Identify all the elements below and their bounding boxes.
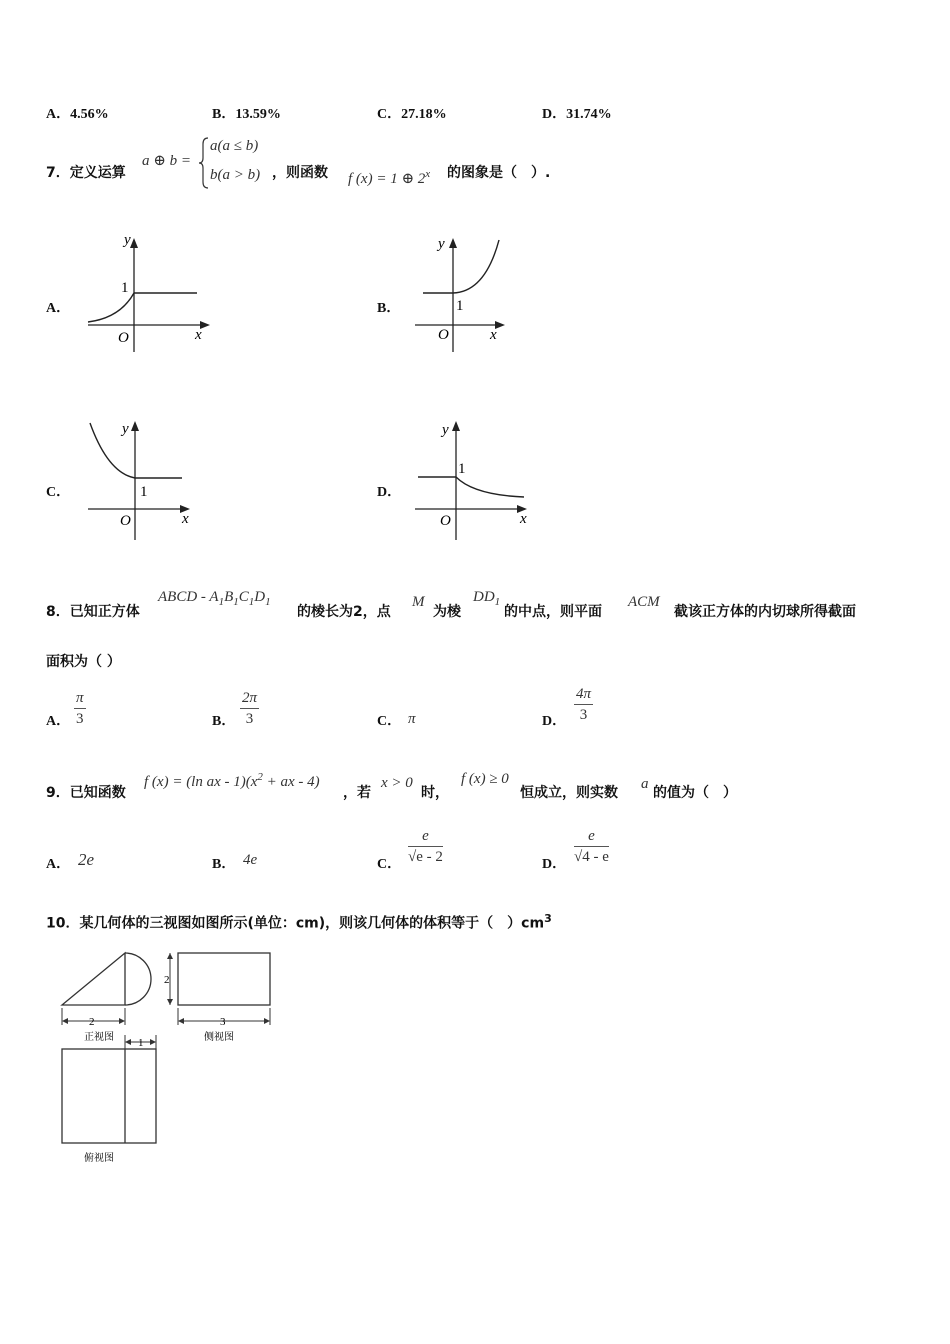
q9-text-end: 的值为（ ） (653, 785, 737, 801)
subscript: 1 (265, 596, 271, 608)
q7-case-1: a(a ≤ b) (210, 138, 259, 154)
q7-option-a-label: A． (46, 301, 71, 316)
axis-x-label: x (490, 327, 497, 343)
cube-letter: C (238, 589, 249, 605)
q8-text-section: 截该正方体的内切球所得截面 (674, 604, 856, 620)
top-view-label: 俯视图 (84, 1153, 114, 1164)
value-one-label: 1 (121, 280, 129, 296)
origin-label: O (440, 513, 451, 529)
edge-name: DD (473, 589, 495, 605)
axis-x-label: x (182, 511, 189, 527)
q7-graph-c (80, 415, 200, 540)
q10-three-view-figure (52, 945, 282, 1170)
question-number: 10． (46, 915, 80, 932)
numerator: e (408, 828, 443, 847)
q9-inequality: f (x) ≥ 0 (461, 771, 509, 787)
option-letter: D． (542, 107, 567, 122)
q6-option-c (377, 103, 447, 123)
q7-prompt-start (46, 162, 126, 182)
q7-graph-d (410, 415, 535, 540)
q8-option-c-label: C． (377, 714, 402, 729)
dimension-label: 2 (164, 974, 170, 986)
denominator: 3 (76, 711, 84, 727)
axis-x-label: x (195, 327, 202, 343)
numerator: 2π (240, 690, 259, 709)
q6-option-a (46, 103, 109, 123)
q7-text-then: ，则函数 (272, 165, 328, 181)
q8-option-c-value: π (408, 711, 416, 727)
q8-point-m: M (412, 594, 425, 610)
q9-option-c-label: C． (377, 857, 402, 872)
q9-option-d-fraction (574, 828, 609, 866)
q9-option-b-value: 4e (243, 852, 258, 868)
function-exponent: 2 (257, 771, 263, 783)
value-one-label: 1 (458, 461, 466, 477)
axis-y-label: y (122, 421, 129, 437)
origin-label: O (120, 513, 131, 529)
q9-condition: x > 0 (381, 775, 413, 791)
q8-option-d-label: D． (542, 714, 567, 729)
top-view (62, 1035, 156, 1164)
q7-graph-b (410, 232, 530, 352)
q9-option-d-label: D． (542, 857, 567, 872)
q9-text-always: 恒成立，则实数 (520, 785, 618, 801)
function-exponent: x (425, 168, 431, 180)
denominator: √4 - e (574, 849, 609, 865)
q8-text-edge: 为棱 (433, 604, 461, 620)
denominator: √e - 2 (408, 849, 443, 865)
option-value: 31.74% (566, 107, 612, 122)
axis-y-label: y (442, 422, 449, 438)
side-view (164, 953, 270, 1043)
option-value: 4.56% (70, 107, 109, 122)
q7-piecewise-brace (198, 136, 210, 190)
q8-edge-dd1 (473, 589, 500, 608)
function-expr: f (x) = (ln ax - 1)(x (144, 774, 258, 790)
value-one-label: 1 (140, 484, 148, 500)
q7-option-c-label: C． (46, 485, 71, 500)
q8-option-a-label: A． (46, 714, 71, 729)
subscript: 1 (494, 596, 501, 608)
dimension-label: 1 (138, 1037, 144, 1049)
numerator: e (574, 828, 609, 847)
cube-name: ABCD - A (158, 589, 219, 605)
subscript: 1 (248, 596, 255, 608)
q9-option-b-label: B． (212, 857, 236, 872)
question-number: 7． (46, 165, 70, 181)
subscript: 1 (218, 596, 225, 608)
origin-label: O (118, 330, 129, 346)
numerator: π (74, 690, 86, 709)
q8-option-d-fraction (574, 686, 593, 724)
denominator: 3 (579, 707, 588, 723)
question-text: 定义运算 (69, 165, 126, 181)
function-expr: f (x) = 1 ⊕ 2 (348, 171, 426, 187)
dimension-label: 3 (220, 1016, 226, 1028)
q7-option-b-label: B． (377, 301, 401, 316)
axis-y-label: y (124, 232, 131, 248)
q7-text-end: 的图象是（ ）. (447, 165, 551, 181)
dimension-label: 2 (89, 1016, 95, 1028)
value-one-label: 1 (456, 298, 464, 314)
unit-exponent: 3 (544, 912, 552, 925)
q8-option-a-fraction (74, 690, 86, 728)
q6-option-b (212, 103, 281, 123)
option-letter: C． (377, 107, 402, 122)
q10-prompt (46, 912, 552, 933)
numerator: 4π (574, 686, 593, 705)
question-number: 8． (46, 604, 70, 620)
q9-function (144, 771, 320, 791)
option-value: 13.59% (235, 107, 281, 122)
q9-text-if: ，若 (343, 785, 371, 801)
q8-prompt-start (46, 601, 140, 621)
question-number: 9． (46, 785, 70, 801)
q8-text-midpoint: 的中点，则平面 (504, 604, 602, 620)
question-text: 某几何体的三视图如图所示(单位：cm)，则该几何体的体积等于（ ）cm (79, 915, 545, 932)
q8-cube (158, 589, 271, 608)
q9-option-a-value: 2e (78, 850, 95, 869)
q9-option-c-fraction (408, 828, 443, 866)
q8-option-b-fraction (240, 690, 259, 728)
question-text: 已知函数 (69, 785, 126, 801)
q9-variable-a: a (641, 776, 649, 792)
q8-option-b-label: B． (212, 714, 236, 729)
front-view (62, 953, 151, 1043)
function-tail: + ax - 4) (266, 774, 320, 790)
q8-text-area: 面积为（ ） (46, 654, 121, 670)
cube-letter: B (224, 589, 234, 605)
q7-function (348, 168, 430, 188)
cube-letter: D (254, 589, 266, 605)
axis-y-label: y (438, 236, 445, 252)
q8-plane-acm: ACM (628, 594, 660, 610)
option-value: 27.18% (401, 107, 447, 122)
subscript: 1 (233, 596, 239, 608)
q7-case-2: b(a > b) (210, 167, 261, 183)
option-letter: B． (212, 107, 236, 122)
front-view-label: 正视图 (84, 1032, 114, 1043)
origin-label: O (438, 327, 449, 343)
q9-text-when: 时， (421, 785, 449, 801)
q9-prompt-start (46, 782, 126, 802)
q9-option-a-label: A． (46, 857, 71, 872)
side-view-label: 侧视图 (204, 1032, 234, 1043)
denominator: 3 (245, 711, 254, 727)
q7-option-d-label: D． (377, 485, 402, 500)
q6-option-d (542, 103, 612, 123)
question-text: 已知正方体 (69, 604, 140, 620)
q7-operator: a ⊕ b = (142, 153, 191, 169)
option-letter: A． (46, 107, 71, 122)
axis-x-label: x (520, 511, 527, 527)
q7-graph-a (80, 232, 220, 352)
q8-text-edge-length: 的棱长为2，点 (297, 604, 391, 620)
